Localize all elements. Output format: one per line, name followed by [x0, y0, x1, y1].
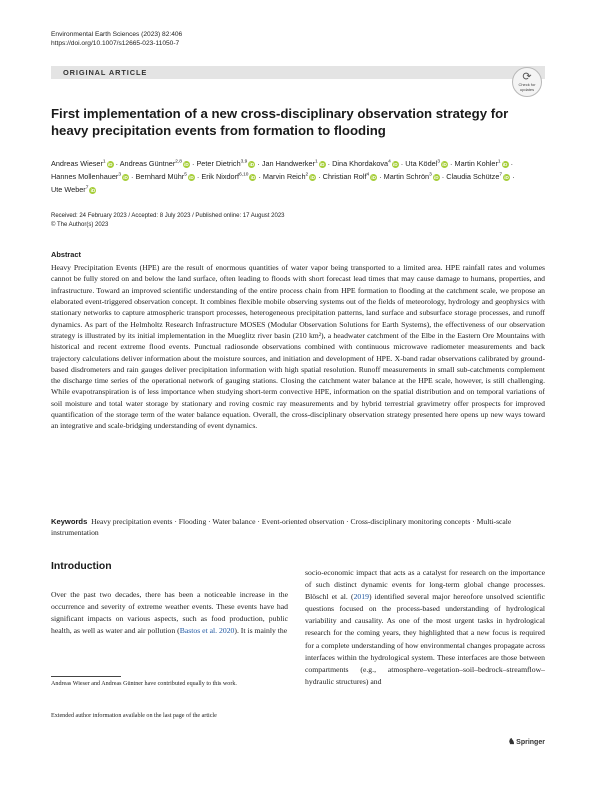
intro-left-text-1: Over the past two decades, there has been a noticeable increase in the occurrence and severity of extreme weather events. These events have had significant impacts on various aspects, such as food production, public health, as well as water and air pollution (	[51, 590, 288, 636]
introduction-right-column	[305, 567, 545, 688]
keywords-label: Keywords	[51, 517, 88, 526]
orcid-icon[interactable]: iD	[504, 175, 509, 181]
introduction-left-column	[51, 589, 288, 637]
author-name-text: Christian Rolf	[322, 172, 367, 182]
check-for-updates-badge[interactable]	[512, 67, 542, 97]
author-name-text: Jan Handwerker	[261, 159, 315, 169]
author-separator: ·	[325, 159, 333, 169]
orcid-icon[interactable]: iD	[107, 162, 113, 168]
author-separator: ·	[439, 172, 447, 182]
author-separator: ·	[448, 159, 455, 169]
article-type-bar	[51, 66, 545, 79]
author-name[interactable]	[136, 172, 195, 181]
author-name[interactable]	[51, 185, 96, 194]
article-title: First implementation of a new cross-disciplinary observation strategy for heavy precipitation events from formation to flooding	[51, 106, 509, 138]
doi-link[interactable]: https://doi.org/10.1007/s12665-023-11050-7	[51, 40, 180, 47]
publisher-logo	[508, 737, 545, 746]
intro-right-text-2: ) identified several major hereofore unsolved scientific questions focused on the process-based understanding of hydrological variability and causality. As one of the most urgent tasks in hydrological research for the coming years, they highlighted that a new focus is required for a complete understanding of how environmental changes propagate across interfaces within the hydrological system. These interfaces are those between compartments (e.g., atmosphere–vegetation–soil–bedrock–streamflow–hydraulic structures) and	[305, 592, 545, 686]
publisher-name: Springer	[516, 739, 545, 746]
journal-header	[51, 30, 182, 48]
author-separator: ·	[398, 159, 406, 169]
author-name-text: Andreas Wieser	[51, 159, 103, 169]
author-name[interactable]	[262, 159, 326, 168]
introduction-heading: Introduction	[51, 561, 112, 572]
orcid-icon[interactable]: iD	[502, 162, 508, 168]
author-name[interactable]	[196, 159, 255, 168]
author-name-text: Claudia Schütze	[446, 172, 500, 182]
footnote-extended-info: Extended author information available on the last page of the article	[51, 713, 217, 719]
check-updates-label-1: Check for	[518, 82, 536, 87]
author-name-text: Bernhard Mühr	[135, 172, 185, 182]
author-name[interactable]	[446, 172, 510, 181]
author-separator: ·	[316, 172, 323, 182]
author-affiliation: 5	[184, 172, 187, 178]
author-separator: ·	[189, 159, 197, 169]
citation-link-bastos[interactable]: Bastos et al. 2020	[179, 626, 235, 636]
orcid-icon[interactable]: iD	[442, 162, 447, 168]
author-list	[51, 157, 545, 195]
orcid-icon[interactable]: iD	[250, 175, 256, 181]
author-name[interactable]	[51, 159, 114, 168]
intro-right-text-1: socio-economic impact that acts as a catalyst for research on the importance of such distinct dynamic events for long-term global change processes. Blöschl et al. (	[305, 568, 545, 602]
author-separator: ·	[377, 172, 384, 182]
author-name-text: Marvin Reich	[262, 172, 306, 182]
abstract-text: Heavy Precipitation Events (HPE) are the result of enormous quantities of water vapor being transported to a limited area. HPE rainfall rates and volumes cannot be fully stored on and below the land surface, often leading to floods with short forecast lead times that may cause damage to humans, properties, and infrastructure. Toward an improved scientific understanding of the entire process chain from HPE formation to flooding at the catchment scale, we propose an elaborated event-triggered observation concept. It combines flexible mobile observing systems out of the fields of meteorology, hydrology and geophysics with stationary networks to capture atmospheric transport processes, heterogeneous precipitation patterns, land surface and subsurface storage processes, and runoff dynamics. As part of the Helmholtz Research Infrastructure MOSES (Modular Observation Solutions for Earth Systems), the effectiveness of our observation strategy is illustrated by its initial implementation in the Mueglitz river basin (210 km²), a headwater catchment of the Elbe in the Eastern Ore Mountains with historical and recent extreme flood events. Punctual radiosonde observations combined with continuous microwave radiometer measurements and back trajectory calculations deliver information about the moisture sources, and initiation and development of HPE. X-band radar observations calibrated by ground-based disdrometers and rain gauges deliver precipitation information with high spatial resolution. Runoff measurements in small sub-catchments complement the discharge time series of the operational network of gauging stations. Closing the catchment water balance at the HPE scale, however, is still challenging. While evapotranspiration is of less importance when studying short-term convective HPE, information on the spatial distribution and on temporal variations of soil moisture and total water storage by stationary and roving cosmic ray measurements and by hybrid terrestrial gravimetry offer prospects for improved quantification of the storage term of the water balance equation. Overall, the cross-disciplinary observation strategy presented here opens up new ways toward an integrative and scale-bridging understanding of event dynamics.	[51, 263, 545, 431]
author-affiliation: 3	[429, 172, 432, 178]
orcid-icon[interactable]: iD	[319, 162, 325, 168]
orcid-icon[interactable]: iD	[123, 175, 128, 181]
copyright-line: © The Author(s) 2023	[51, 221, 109, 228]
abstract-section	[51, 250, 545, 432]
author-name[interactable]	[455, 159, 509, 168]
author-name[interactable]	[120, 159, 190, 168]
author-name[interactable]	[332, 159, 399, 168]
springer-horse-icon: ♞	[508, 737, 516, 746]
author-separator: ·	[510, 172, 515, 182]
author-name-text: Andreas Güntner	[119, 159, 176, 169]
author-affiliation: 2,8	[175, 160, 182, 165]
author-name-text: Ute Weber	[51, 184, 86, 194]
author-affiliation: 4	[366, 172, 370, 178]
author-name-text: Martin Kohler	[454, 159, 498, 169]
author-affiliation: 3,9	[240, 160, 248, 165]
author-name-text: Dina Khordakova	[332, 159, 389, 169]
author-affiliation: 3	[437, 160, 440, 165]
author-separator: ·	[129, 172, 136, 182]
abstract-heading: Abstract	[51, 250, 81, 259]
orcid-icon[interactable]: iD	[371, 175, 376, 181]
check-updates-label-2: updates	[519, 86, 535, 92]
article-type-label: ORIGINAL ARTICLE	[63, 68, 148, 77]
author-affiliation: 7	[499, 172, 503, 178]
author-affiliation: 4	[388, 160, 391, 165]
author-affiliation: 7	[85, 185, 89, 191]
author-separator: ·	[194, 172, 202, 182]
intro-left-text-2: ). It is mainly the	[234, 626, 288, 636]
author-name-text: Erik Nixdorf	[201, 172, 240, 182]
orcid-icon[interactable]: iD	[184, 162, 189, 168]
orcid-icon[interactable]: iD	[90, 187, 96, 193]
author-name[interactable]	[405, 159, 448, 168]
citation-link-bloschl[interactable]: 2019	[353, 592, 369, 602]
author-affiliation: 3	[118, 172, 122, 178]
dates-line: Received: 24 February 2023 / Accepted: 8 July 2023 / Published online: 17 August 2023	[51, 213, 285, 219]
orcid-icon[interactable]: iD	[433, 175, 439, 181]
orcid-icon[interactable]: iD	[189, 175, 194, 181]
author-affiliation: 2	[305, 172, 309, 178]
author-affiliation: 1	[497, 160, 501, 165]
keywords-text: Heavy precipitation events · Flooding · Water balance · Event-oriented observation · Cross-disciplinary monitoring concepts · Multi-scale instrumentation	[51, 517, 512, 538]
orcid-icon[interactable]: iD	[310, 175, 315, 181]
author-name[interactable]	[384, 172, 440, 181]
author-affiliation: 1	[314, 160, 318, 165]
author-name[interactable]	[263, 172, 316, 181]
orcid-icon[interactable]: iD	[392, 162, 398, 168]
author-name-text: Hannes Mollenhauer	[51, 172, 119, 182]
author-name-text: Peter Dietrich	[196, 159, 241, 169]
publication-dates	[51, 212, 285, 229]
author-separator: ·	[255, 159, 262, 169]
author-name[interactable]	[201, 172, 256, 181]
author-name-text: Uta Ködel	[405, 159, 438, 169]
author-separator: ·	[113, 159, 120, 169]
footnote-equal-contribution: Andreas Wieser and Andreas Güntner have contributed equally to this work.	[51, 681, 237, 687]
check-for-updates-icon: ⟳	[522, 71, 532, 83]
orcid-icon[interactable]: iD	[249, 162, 255, 168]
author-name[interactable]	[51, 172, 129, 181]
author-separator: ·	[256, 172, 263, 182]
journal-citation: Environmental Earth Sciences (2023) 82:406	[51, 31, 183, 38]
author-name-text: Martin Schrön	[383, 172, 430, 182]
footnote-divider	[51, 676, 121, 677]
keywords-section	[51, 516, 545, 538]
author-name[interactable]	[323, 172, 377, 181]
author-affiliation: 1	[102, 160, 106, 165]
author-affiliation: 6,10	[239, 172, 249, 178]
author-separator: ·	[508, 159, 514, 169]
